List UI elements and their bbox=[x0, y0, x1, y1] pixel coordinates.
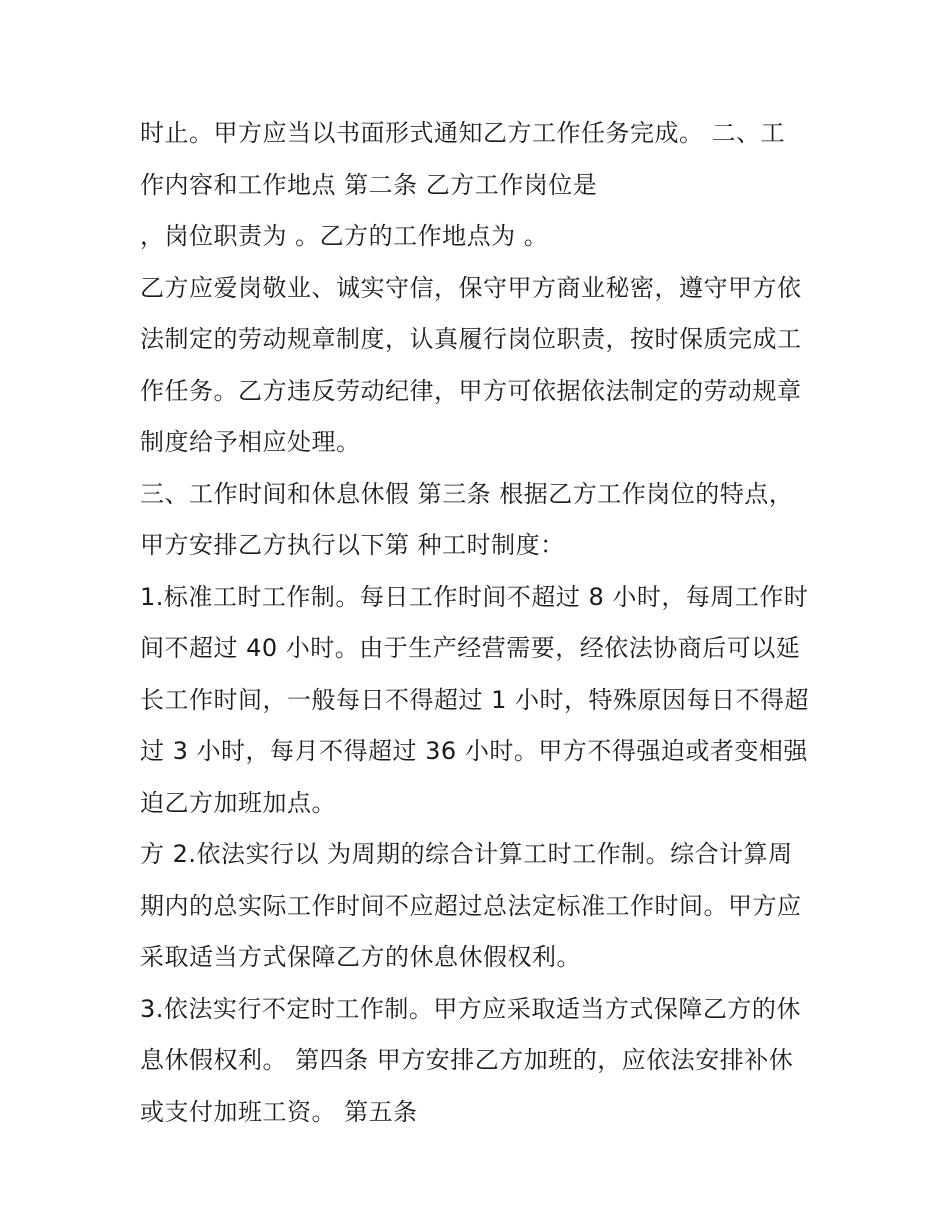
text-line: ，岗位职责为 。乙方的工作地点为 。 bbox=[140, 222, 549, 250]
text-line: 作内容和工作地点 第二条 乙方工作岗位是 bbox=[140, 170, 598, 199]
text-line: 3.依法实行不定时工作制。甲方应采取适当方式保障乙方的休 bbox=[140, 994, 801, 1023]
text-line: 作任务。乙方违反劳动纪律，甲方可依据依法制定的劳动规章 bbox=[140, 376, 802, 405]
text-line: 甲方安排乙方执行以下第 种工时制度： bbox=[140, 531, 565, 559]
text-line: 过 3 小时，每月不得超过 36 小时。甲方不得强迫或者变相强 bbox=[140, 737, 808, 765]
text-line: 期内的总实际工作时间不应超过总法定标准工作时间。甲方应 bbox=[140, 891, 802, 920]
text-line: 迫乙方加班加点。 bbox=[140, 788, 336, 817]
text-line: 乙方应爱岗敬业、诚实守信，保守甲方商业秘密，遵守甲方依 bbox=[140, 273, 802, 302]
text-line: 1.标准工时工作制。每日工作时间不超过 8 小时，每周工作时 bbox=[140, 582, 809, 611]
text-line: 间不超过 40 小时。由于生产经营需要，经依法协商后可以延 bbox=[140, 634, 801, 662]
text-line: 采取适当方式保障乙方的休息休假权利。 bbox=[140, 943, 581, 971]
text-line: 时止。甲方应当以书面形式通知乙方工作任务完成。 二、工 bbox=[140, 119, 786, 147]
text-line: 长工作时间，一般每日不得超过 1 小时，特殊原因每日不得超 bbox=[140, 685, 810, 714]
text-line: 法制定的劳动规章制度，认真履行岗位职责，按时保质完成工 bbox=[140, 325, 802, 353]
text-line: 制度给予相应处理。 bbox=[140, 428, 361, 456]
text-line: 息休假权利。 第四条 甲方安排乙方加班的，应依法安排补休 bbox=[140, 1046, 794, 1074]
text-line: 三、工作时间和休息休假 第三条 根据乙方工作岗位的特点， bbox=[140, 479, 794, 508]
text-line: 方 2.依法实行以 为周期的综合计算工时工作制。综合计算周 bbox=[140, 840, 793, 868]
document-body bbox=[140, 108, 820, 1138]
text-line: 或支付加班工资。 第五条 bbox=[140, 1097, 418, 1126]
